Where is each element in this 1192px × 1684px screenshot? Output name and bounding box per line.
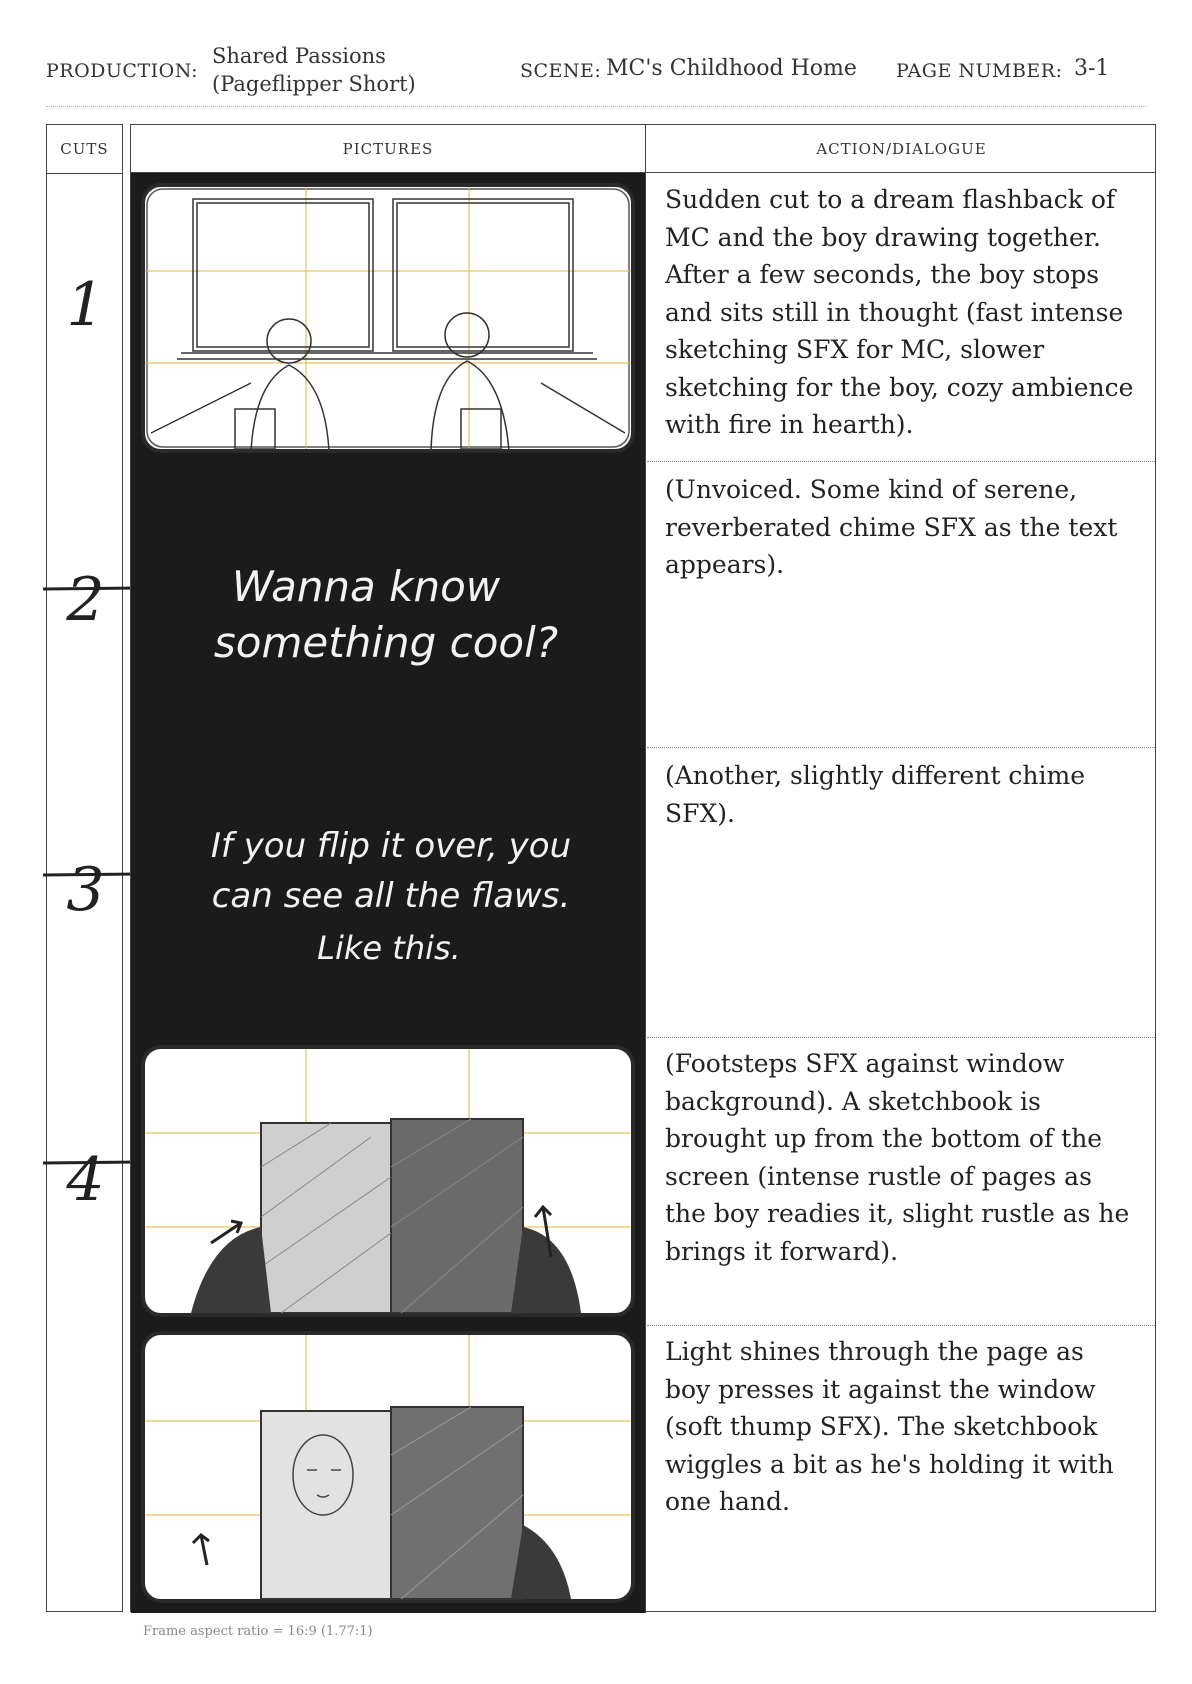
frame-4b-sketch (131, 1325, 645, 1613)
cuts-header: CUTS (47, 125, 122, 174)
action-text: Light shines through the page as boy presses it against the window (soft thump SFX). The sketchbook wiggles a bit as he's holding it with one hand. (665, 1337, 1114, 1516)
frame-2-line-1: Wanna know (231, 562, 501, 611)
page-header (46, 44, 1146, 104)
frame-4a-sketch (131, 1037, 645, 1325)
header-divider (46, 106, 1146, 107)
production-label: PRODUCTION: (46, 60, 199, 82)
production-title: Shared Passions (212, 44, 386, 68)
frame-2-text-card (131, 461, 645, 747)
action-text: (Footsteps SFX against window background). A sketchbook is brought up from the bottom of the screen (intense rustle of pages as the boy readies it, slight rustle as he brings it forward). (665, 1049, 1130, 1266)
action-text: (Unvoiced. Some kind of serene, reverberated chime SFX as the text appears). (665, 475, 1118, 579)
storyboard-table (130, 124, 1156, 1612)
scene-value: MC's Childhood Home (606, 56, 857, 81)
pictures-header: PICTURES (342, 140, 434, 158)
table-header (131, 125, 1155, 173)
row-divider (647, 747, 1155, 748)
page-number-label: PAGE NUMBER: (896, 60, 1063, 82)
aspect-ratio-note: Frame aspect ratio = 16:9 (1.77:1) (143, 1624, 373, 1639)
cut-number: 3 (66, 855, 105, 925)
row-divider (647, 1325, 1155, 1326)
frame-3-line-2: can see all the flaws. (211, 876, 571, 916)
frame-1-sketch (131, 173, 645, 461)
action-text: Sudden cut to a dream flashback of MC and the boy drawing together. After a few seconds, the boy stops and sits still in thought (fast intense sketching SFX for MC, slower sketching for the boy, cozy ambience with fire in hearth). (665, 185, 1134, 439)
scene-label: SCENE: (520, 60, 602, 82)
frame-3-text-card (131, 747, 645, 1037)
frame-3-line-1: If you flip it over, you (210, 826, 572, 866)
frame-2-line-2: something cool? (213, 618, 559, 667)
action-header: ACTION/DIALOGUE (645, 125, 1157, 173)
cuts-column (46, 124, 123, 1612)
cut-number: 2 (66, 565, 105, 635)
column-divider (645, 173, 646, 1613)
row-divider (647, 461, 1155, 462)
page-number-value: 3-1 (1074, 56, 1110, 81)
row-divider (647, 1037, 1155, 1038)
cut-number: 4 (66, 1145, 105, 1215)
cut-number: 1 (66, 270, 105, 340)
production-subtitle: (Pageflipper Short) (212, 72, 416, 96)
action-text: (Another, slightly different chime SFX). (665, 761, 1086, 828)
frame-3-line-3: Like this. (317, 929, 461, 967)
